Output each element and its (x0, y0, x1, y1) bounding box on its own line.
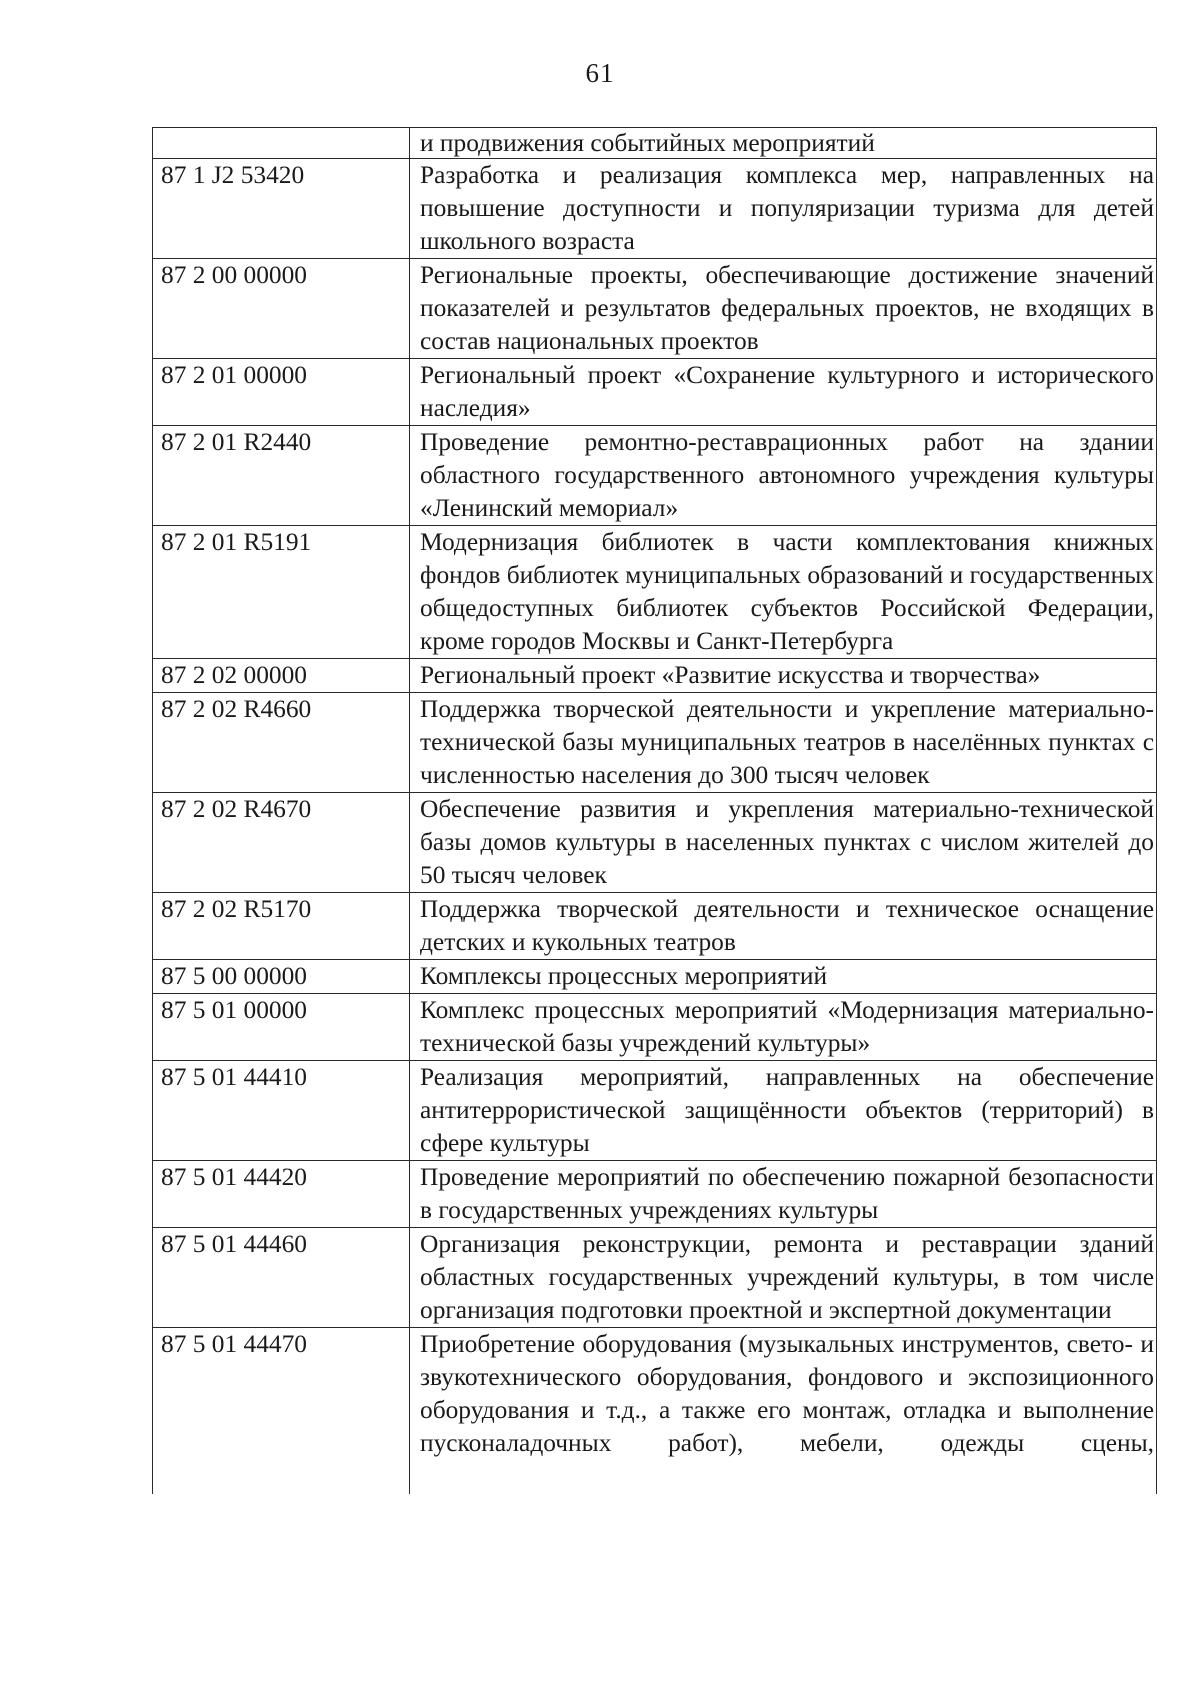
row-description: Проведение мероприятий по обеспечению пожарной безопасности в государственных учреждениях культуры (410, 1161, 1157, 1228)
row-code: 87 2 00 00000 (153, 259, 410, 359)
row-code: 87 2 01 R5191 (153, 526, 410, 659)
row-code: 87 2 02 R4660 (153, 693, 410, 793)
table-row (153, 1161, 1157, 1228)
row-description: Региональный проект «Сохранение культурного и исторического наследия» (410, 359, 1157, 426)
table-row (153, 659, 1157, 693)
row-description: Приобретение оборудования (музыкальных инструментов, свето- и звукотехнического оборудования, фондового и экспозиционного оборудования и т.д., а также его монтаж, отладка и выполнение пусконаладочных работ), мебели, одежды сцены, (410, 1328, 1157, 1495)
table-row (153, 128, 1157, 159)
row-description: Поддержка творческой деятельности и техническое оснащение детских и кукольных театров (410, 893, 1157, 960)
table-row (153, 960, 1157, 994)
table-row (153, 1228, 1157, 1328)
table-row (153, 526, 1157, 659)
row-code: 87 2 02 00000 (153, 659, 410, 693)
row-description: Разработка и реализация комплекса мер, направленных на повышение доступности и популяризации туризма для детей школьного возраста (410, 159, 1157, 259)
row-code: 87 2 01 R2440 (153, 426, 410, 526)
page-number: 61 (585, 58, 615, 88)
table-row (153, 426, 1157, 526)
row-code: 87 2 02 R5170 (153, 893, 410, 960)
table-row (153, 1328, 1157, 1495)
table-row (153, 259, 1157, 359)
row-description: Реализация мероприятий, направленных на обеспечение антитеррористической защищённости объектов (территорий) в сфере культуры (410, 1061, 1157, 1161)
row-code: 87 1 J2 53420 (153, 159, 410, 259)
table-row (153, 994, 1157, 1061)
row-description: Организация реконструкции, ремонта и реставрации зданий областных государственных учреждений культуры, в том числе организация подготовки проектной и экспертной документации (410, 1228, 1157, 1328)
row-description: Обеспечение развития и укрепления материально-технической базы домов культуры в населенных пунктах с числом жителей до 50 тысяч человек (410, 793, 1157, 893)
table-row (153, 1061, 1157, 1161)
budget-code-table (152, 127, 1157, 1494)
row-code: 87 5 01 44470 (153, 1328, 410, 1495)
row-code: 87 5 01 44420 (153, 1161, 410, 1228)
row-code: 87 2 02 R4670 (153, 793, 410, 893)
table-row (153, 359, 1157, 426)
row-description: Проведение ремонтно-реставрационных работ на здании областного государственного автономного учреждения культуры «Ленинский мемориал» (410, 426, 1157, 526)
row-code: 87 2 01 00000 (153, 359, 410, 426)
row-code: 87 5 01 44460 (153, 1228, 410, 1328)
row-description: Комплекс процессных мероприятий «Модернизация материально-технической базы учреждений культуры» (410, 994, 1157, 1061)
row-code (153, 128, 410, 159)
row-description: Поддержка творческой деятельности и укрепление материально-технической базы муниципальных театров в населённых пунктах с численностью населения до 300 тысяч человек (410, 693, 1157, 793)
row-description: Модернизация библиотек в части комплектования книжных фондов библиотек муниципальных образований и государственных общедоступных библиотек субъектов Российской Федерации, кроме городов Москвы и Санкт-Петербурга (410, 526, 1157, 659)
row-description: Региональный проект «Развитие искусства и творчества» (410, 659, 1157, 693)
row-description: Региональные проекты, обеспечивающие достижение значений показателей и результатов федеральных проектов, не входящих в состав национальных проектов (410, 259, 1157, 359)
row-code: 87 5 01 44410 (153, 1061, 410, 1161)
table-row (153, 893, 1157, 960)
row-code: 87 5 00 00000 (153, 960, 410, 994)
row-code: 87 5 01 00000 (153, 994, 410, 1061)
table-row (153, 793, 1157, 893)
row-description: и продвижения событийных мероприятий (410, 128, 1157, 159)
table-row (153, 159, 1157, 259)
table-row (153, 693, 1157, 793)
row-description: Комплексы процессных мероприятий (410, 960, 1157, 994)
